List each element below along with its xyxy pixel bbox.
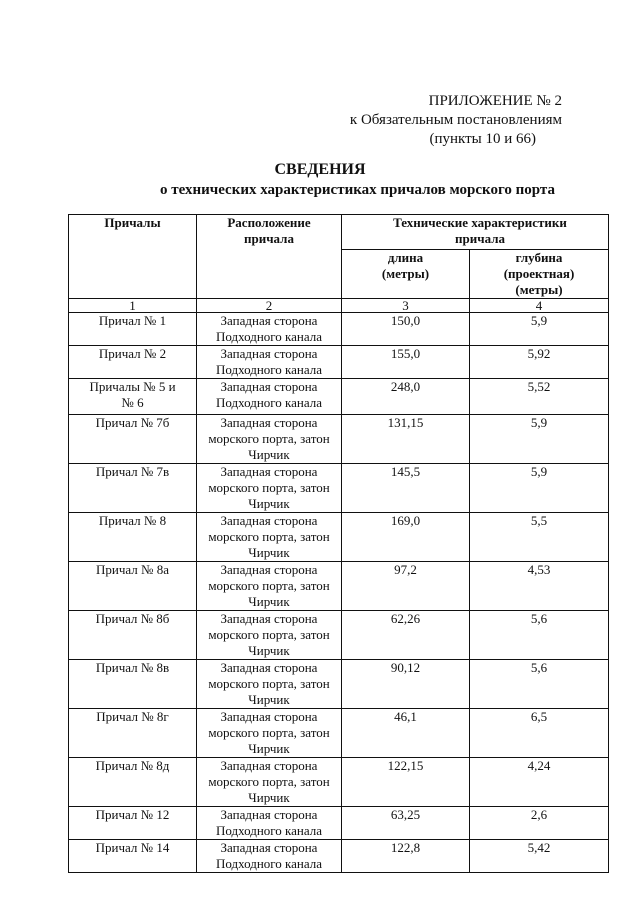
depth-cell: 5,9 <box>470 415 609 464</box>
location-cell: Западная сторона морского порта, затон Чирчик <box>197 758 342 807</box>
location-cell: Западная сторона морского порта, затон Чирчик <box>197 709 342 758</box>
header-tech: Технические характеристики причала <box>342 215 609 250</box>
length-cell: 169,0 <box>342 513 470 562</box>
location-cell: Западная сторона морского порта, затон Чирчик <box>197 611 342 660</box>
length-cell: 145,5 <box>342 464 470 513</box>
column-number: 3 <box>342 299 470 313</box>
length-cell: 97,2 <box>342 562 470 611</box>
berth-cell: Причалы № 5 и № 6 <box>69 379 197 415</box>
length-cell: 62,26 <box>342 611 470 660</box>
header-length: длина (метры) <box>342 250 470 299</box>
column-number: 1 <box>69 299 197 313</box>
title-subtitle: о технических характеристиках причалов морского порта <box>160 182 555 198</box>
length-cell: 248,0 <box>342 379 470 415</box>
length-cell: 63,25 <box>342 807 470 840</box>
berth-cell: Причал № 8д <box>69 758 197 807</box>
location-cell: Западная сторона морского порта, затон Чирчик <box>197 415 342 464</box>
table-row <box>69 313 609 346</box>
appendix-reference: к Обязательным постановлениям <box>349 112 562 128</box>
location-cell: Западная сторона морского порта, затон Чирчик <box>197 660 342 709</box>
length-cell: 150,0 <box>342 313 470 346</box>
table-row <box>69 840 609 873</box>
berth-cell: Причал № 8в <box>69 660 197 709</box>
depth-cell: 5,52 <box>470 379 609 415</box>
header-berths: Причалы <box>69 215 197 299</box>
berth-cell: Причал № 8 <box>69 513 197 562</box>
table-row <box>69 464 609 513</box>
berth-cell: Причал № 12 <box>69 807 197 840</box>
berth-cell: Причал № 14 <box>69 840 197 873</box>
location-cell: Западная сторона Подходного канала <box>197 346 342 379</box>
depth-cell: 5,9 <box>470 313 609 346</box>
table-row <box>69 415 609 464</box>
table-row <box>69 807 609 840</box>
table-row <box>69 379 609 415</box>
berth-cell: Причал № 8а <box>69 562 197 611</box>
location-cell: Западная сторона морского порта, затон Чирчик <box>197 562 342 611</box>
title-main: СВЕДЕНИЯ <box>274 161 366 178</box>
table-row <box>69 709 609 758</box>
location-cell: Западная сторона Подходного канала <box>197 807 342 840</box>
table-row <box>69 562 609 611</box>
table-row <box>69 611 609 660</box>
table-row <box>69 660 609 709</box>
length-cell: 155,0 <box>342 346 470 379</box>
depth-cell: 5,42 <box>470 840 609 873</box>
appendix-clauses: (пункты 10 и 66) <box>429 131 536 147</box>
berth-cell: Причал № 8г <box>69 709 197 758</box>
header-location: Расположение причала <box>197 215 342 299</box>
column-number: 2 <box>197 299 342 313</box>
table-row <box>69 513 609 562</box>
berths-table <box>68 214 609 873</box>
column-number: 4 <box>470 299 609 313</box>
berth-cell: Причал № 2 <box>69 346 197 379</box>
berth-cell: Причал № 8б <box>69 611 197 660</box>
depth-cell: 5,6 <box>470 660 609 709</box>
berth-cell: Причал № 7б <box>69 415 197 464</box>
length-cell: 131,15 <box>342 415 470 464</box>
document-title <box>0 160 640 200</box>
appendix-number: ПРИЛОЖЕНИЕ № 2 <box>428 93 562 109</box>
depth-cell: 4,24 <box>470 758 609 807</box>
location-cell: Западная сторона Подходного канала <box>197 840 342 873</box>
depth-cell: 5,5 <box>470 513 609 562</box>
length-cell: 122,8 <box>342 840 470 873</box>
length-cell: 122,15 <box>342 758 470 807</box>
table-row <box>69 346 609 379</box>
depth-cell: 5,92 <box>470 346 609 379</box>
location-cell: Западная сторона Подходного канала <box>197 379 342 415</box>
table-row <box>69 758 609 807</box>
length-cell: 90,12 <box>342 660 470 709</box>
location-cell: Западная сторона Подходного канала <box>197 313 342 346</box>
location-cell: Западная сторона морского порта, затон Чирчик <box>197 464 342 513</box>
berth-cell: Причал № 1 <box>69 313 197 346</box>
depth-cell: 5,9 <box>470 464 609 513</box>
depth-cell: 2,6 <box>470 807 609 840</box>
header-depth: глубина (проектная) (метры) <box>470 250 609 299</box>
depth-cell: 5,6 <box>470 611 609 660</box>
location-cell: Западная сторона морского порта, затон Чирчик <box>197 513 342 562</box>
depth-cell: 4,53 <box>470 562 609 611</box>
depth-cell: 6,5 <box>470 709 609 758</box>
length-cell: 46,1 <box>342 709 470 758</box>
berth-cell: Причал № 7в <box>69 464 197 513</box>
column-numbers-row <box>69 299 609 313</box>
appendix-header <box>350 92 562 149</box>
